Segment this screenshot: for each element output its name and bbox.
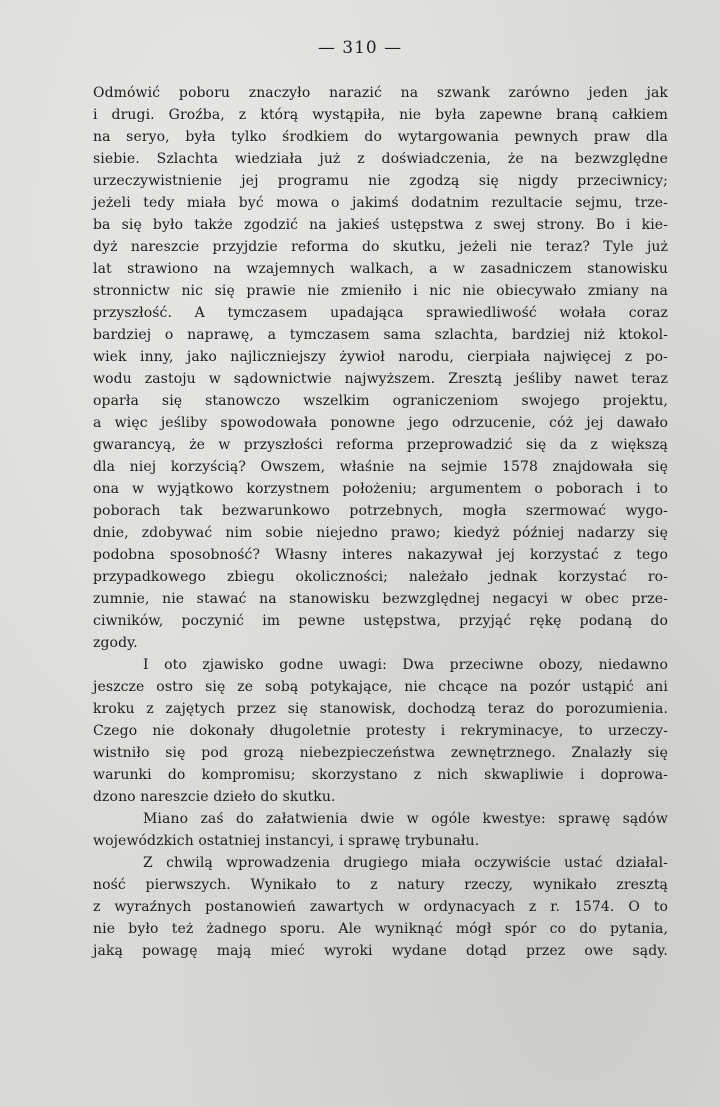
text-line: warunki do kompromisu; skorzystano z nich skwapliwie i doprowa- (93, 767, 668, 783)
text-line: zumnie, nie stawać na stanowisku bezwzględnej negacyi w obec prze- (93, 591, 668, 607)
paragraph-end-line: zgody. (93, 635, 138, 651)
text-line: nie było też żadnego sporu. Ale wyniknąć mógł spór co do pytania, (93, 921, 668, 937)
text-line: na seryo, była tylko środkiem do wytargowania pewnych praw dla (93, 129, 668, 145)
paragraph-start-line: Z chwilą wprowadzenia drugiego miała oczywiście ustać działal- (143, 855, 668, 871)
text-line: przyszłość. A tymczasem upadająca sprawiedliwość wołała coraz (93, 305, 668, 321)
text-line: poborach tak bezwarunkowo potrzebnych, mogła szermować wygo- (93, 503, 668, 519)
text-line: gwarancyą, że w przyszłości reforma przeprowadzić się da z większą (93, 437, 668, 453)
text-line: z wyraźnych postanowień zawartych w ordynacyach z r. 1574. O to (93, 899, 668, 915)
text-line: Odmówić poboru znaczyło narazić na szwank zarówno jeden jak (93, 85, 668, 101)
text-line: wistniło się pod grozą niebezpieczeństwa zewnętrznego. Znalazły się (93, 745, 668, 761)
text-line: jaką powagę mają mieć wyroki wydane dotąd przez owe sądy. (93, 943, 668, 959)
text-line: kroku z zajętych przez się stanowisk, dochodzą teraz do porozumienia. (93, 701, 668, 717)
text-line: bardziej o naprawę, a tymczasem sama szlachta, bardziej niż ktokol- (93, 327, 668, 343)
text-line: przypadkowego zbiegu okoliczności; należało jednak korzystać ro- (93, 569, 668, 585)
text-line: jeszcze ostro się ze sobą potykające, nie chcące na pozór ustąpić ani (93, 679, 668, 695)
text-line: Czego nie dokonały długoletnie protesty i rekryminacye, to urzeczy- (93, 723, 668, 739)
body-text (93, 82, 668, 962)
text-line: i drugi. Groźba, z którą wystąpiła, nie była zapewne braną całkiem (93, 107, 668, 123)
text-line: jeżeli tedy miała być mowa o jakimś dodatnim rezultacie sejmu, trze- (93, 195, 668, 211)
page-number: — 310 — (317, 38, 403, 58)
text-line: wodu zastoju w sądownictwie najwyższem. Zresztą jeśliby nawet teraz (93, 371, 668, 387)
text-line: ba się było także zgodzić na jakieś ustępstwa z swej strony. Bo i kie- (93, 217, 668, 233)
text-line: lat strawiono na wzajemnych walkach, a w zasadniczem stanowisku (93, 261, 668, 277)
paragraph-end-line: dzono nareszcie dzieło do skutku. (93, 789, 336, 805)
paragraph-end-line: wojewódzkich ostatniej instancyi, i sprawę trybunału. (93, 833, 480, 849)
text-line: ność pierwszych. Wynikało to z natury rzeczy, wynikało zresztą (93, 877, 668, 893)
text-line: wiek inny, jako najliczniejszy żywioł narodu, cierpiała najwięcej z po- (93, 349, 668, 365)
text-line: stronnictw nic się prawie nie zmieniło i nic nie obiecywało zmiany na (93, 283, 668, 299)
text-line: a więc jeśliby spowodowała ponowne jego odrzucenie, cóż jej dawało (93, 415, 668, 431)
text-line: ciwników, poczynić im pewne ustępstwa, przyjąć rękę podaną do (93, 613, 668, 629)
text-line: ona w wyjątkowo korzystnem położeniu; argumentem o poborach i to (93, 481, 668, 497)
text-line: dnie, zdobywać nim sobie niejedno prawo; kiedyż później nadarzy się (93, 525, 668, 541)
text-line: podobna sposobność? Własny interes nakazywał jej korzystać z tego (93, 547, 668, 563)
text-line: oparła się stanowczo wszelkim ograniczeniom swojego projektu, (93, 393, 668, 409)
text-line: siebie. Szlachta wiedziała już z doświadczenia, że na bezwzględne (93, 151, 668, 167)
text-line: urzeczywistnienie jej programu nie zgodzą się nigdy przeciwnicy; (93, 173, 668, 189)
paragraph-start-line: I oto zjawisko godne uwagi: Dwa przeciwne obozy, niedawno (143, 657, 668, 673)
paragraph-start-line: Miano zaś do załatwienia dwie w ogóle kwestye: sprawę sądów (143, 811, 668, 827)
text-line: dla niej korzyścią? Owszem, właśnie na sejmie 1578 znajdowała się (93, 459, 668, 475)
text-line: dyż nareszcie przyjdzie reforma do skutku, jeżeli nie teraz? Tyle już (93, 239, 668, 255)
